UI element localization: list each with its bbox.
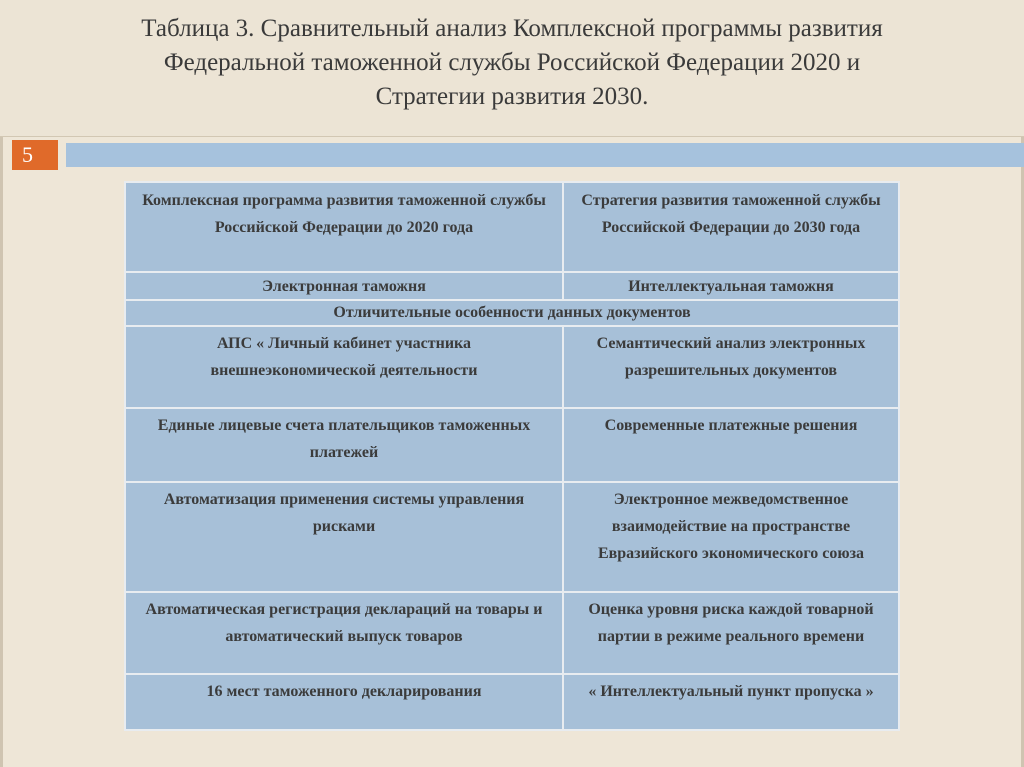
section-title-row bbox=[125, 300, 899, 326]
table-cell: Семантический анализ электронных разрешительных документов bbox=[563, 326, 899, 408]
type-cell-intelligent: Интеллектуальная таможня bbox=[563, 272, 899, 300]
table-cell: Автоматическая регистрация деклараций на товары и автоматический выпуск товаров bbox=[125, 592, 563, 674]
table-cell: Автоматизация применения системы управления рисками bbox=[125, 482, 563, 592]
table-header-row bbox=[125, 182, 899, 272]
title-area bbox=[0, 0, 1024, 137]
table-row bbox=[125, 592, 899, 674]
table-row bbox=[125, 408, 899, 482]
table-cell: Единые лицевые счета плательщиков таможенных платежей bbox=[125, 408, 563, 482]
table-cell: Оценка уровня риска каждой товарной партии в режиме реального времени bbox=[563, 592, 899, 674]
table-row bbox=[125, 674, 899, 730]
table-row bbox=[125, 482, 899, 592]
table-cell: АПС « Личный кабинет участника внешнеэкономической деятельности bbox=[125, 326, 563, 408]
accent-bar bbox=[66, 143, 1024, 167]
table-cell: Электронное межведомственное взаимодействие на пространстве Евразийского экономического союза bbox=[563, 482, 899, 592]
slide-number: 5 bbox=[12, 140, 58, 170]
table-cell: 16 мест таможенного декларирования bbox=[125, 674, 563, 730]
slide-title bbox=[60, 12, 964, 114]
table-row bbox=[125, 326, 899, 408]
divider-bar bbox=[0, 140, 1024, 170]
title-line-2: Федеральной таможенной службы Российской Федерации 2020 и bbox=[163, 49, 861, 76]
header-cell-2020: Комплексная программа развития таможенной службы Российской Федерации до 2020 года bbox=[125, 182, 563, 272]
title-line-1: Таблица 3. Сравнительный анализ Комплексной программы развития bbox=[141, 15, 883, 42]
header-cell-2030: Стратегия развития таможенной службы Российской Федерации до 2030 года bbox=[563, 182, 899, 272]
type-cell-electronic: Электронная таможня bbox=[125, 272, 563, 300]
table-cell: « Интеллектуальный пункт пропуска » bbox=[563, 674, 899, 730]
table-type-row bbox=[125, 272, 899, 300]
comparison-table bbox=[124, 181, 900, 731]
title-line-3: Стратегии развития 2030. bbox=[375, 83, 649, 110]
section-title-cell: Отличительные особенности данных документов bbox=[125, 300, 899, 326]
comparison-table-wrapper bbox=[124, 181, 898, 731]
table-cell: Современные платежные решения bbox=[563, 408, 899, 482]
